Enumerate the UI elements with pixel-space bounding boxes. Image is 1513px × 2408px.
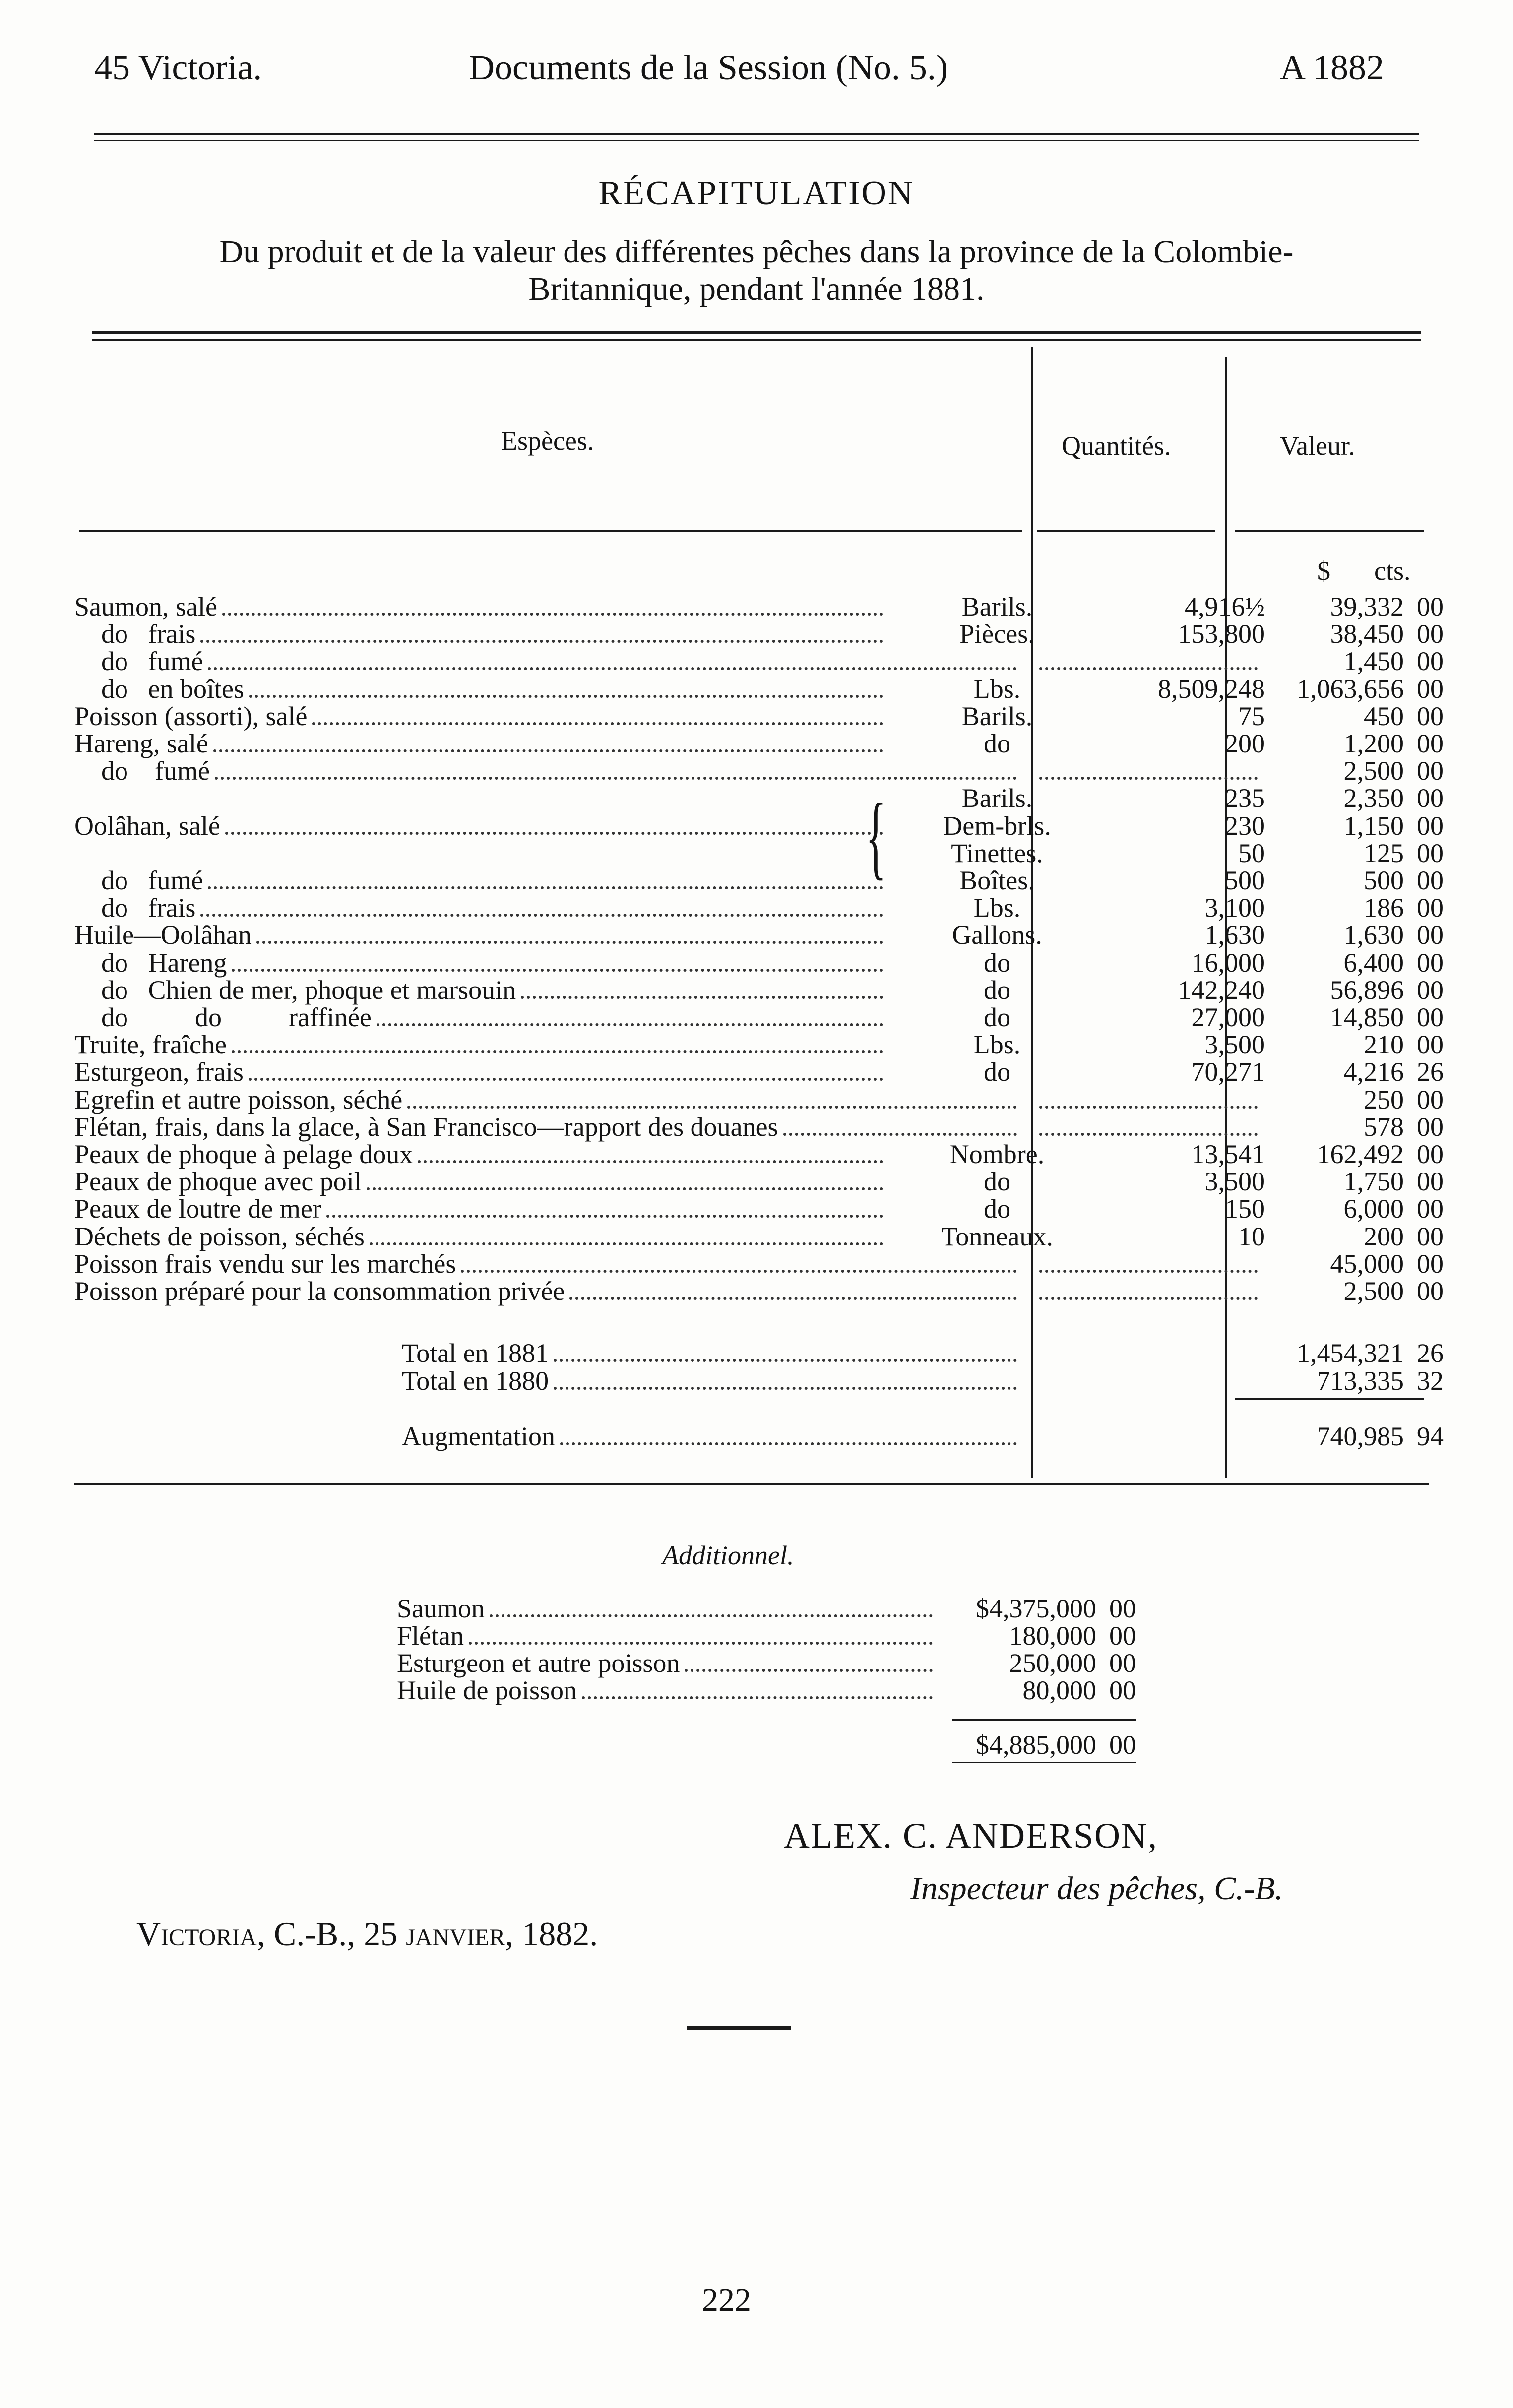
table-row bbox=[74, 893, 1444, 923]
row-label: do Chien de mer, phoque et marsouin bbox=[74, 975, 516, 1005]
row-label: Poisson préparé pour la consommation privée bbox=[74, 1276, 565, 1306]
row-dollars: 45,000 bbox=[1330, 1248, 1404, 1279]
leader-dots bbox=[461, 1270, 1017, 1273]
additionnel-cents: 00 bbox=[1109, 1594, 1136, 1623]
row-quantity: 50 bbox=[1238, 838, 1265, 868]
row-label: Huile—Oolâhan bbox=[74, 920, 252, 950]
leader-dots bbox=[685, 1669, 933, 1672]
row-dollars: 1,150 bbox=[1343, 810, 1404, 841]
table-row bbox=[74, 646, 1444, 677]
row-unit: do bbox=[984, 1002, 1010, 1032]
leader-dots bbox=[200, 640, 883, 643]
leader-dots bbox=[222, 613, 883, 616]
quantity-leader-dots bbox=[1039, 1133, 1258, 1136]
row-quantity: 1,630 bbox=[1204, 920, 1265, 950]
leader-dots bbox=[783, 1133, 1017, 1136]
row-label: Peaux de phoque à pelage doux bbox=[74, 1139, 413, 1169]
row-quantity: 8,509,248 bbox=[1158, 674, 1265, 704]
header-rule-top bbox=[94, 133, 1419, 135]
row-quantity: 13,541 bbox=[1191, 1139, 1265, 1169]
brace-oolahan: { bbox=[866, 785, 886, 889]
row-dollars: 56,896 bbox=[1330, 975, 1404, 1005]
row-label: do Hareng bbox=[74, 947, 227, 978]
additionnel-row bbox=[397, 1595, 1136, 1622]
table-row bbox=[74, 1030, 1444, 1060]
additionnel-heading: Additionnel. bbox=[662, 1541, 794, 1570]
row-cents: 00 bbox=[1417, 947, 1444, 978]
row-dollars: 14,850 bbox=[1330, 1002, 1404, 1032]
row-unit: do bbox=[984, 975, 1010, 1005]
row-cents: 00 bbox=[1417, 646, 1444, 677]
currency-cts: cts. bbox=[1374, 556, 1411, 586]
row-dollars: 1,200 bbox=[1343, 729, 1404, 758]
additionnel-total-cents: 00 bbox=[1109, 1730, 1136, 1760]
total-1880-label: Total en 1880 bbox=[402, 1366, 549, 1396]
row-cents: 00 bbox=[1417, 1002, 1444, 1032]
leader-dots bbox=[370, 1242, 883, 1245]
table-row bbox=[74, 1194, 1444, 1224]
additionnel-label: Flétan bbox=[397, 1621, 464, 1651]
row-dollars: 200 bbox=[1364, 1221, 1404, 1251]
row-label: Poisson (assorti), salé bbox=[74, 701, 308, 731]
row-label: do fumé bbox=[74, 756, 210, 786]
row-cents: 00 bbox=[1417, 1139, 1444, 1169]
additionnel-row bbox=[397, 1649, 1136, 1677]
row-dollars: 578 bbox=[1364, 1111, 1404, 1142]
total-1881-dollars: 1,454,321 bbox=[1297, 1338, 1404, 1368]
row-cents: 00 bbox=[1417, 756, 1444, 786]
row-dollars: 4,216 bbox=[1343, 1057, 1404, 1087]
col-header-especes: Espèces. bbox=[501, 426, 594, 456]
table-row bbox=[74, 1167, 1444, 1197]
row-label: do frais bbox=[74, 893, 196, 923]
additionnel-row bbox=[397, 1622, 1136, 1650]
table-row bbox=[74, 947, 1444, 978]
row-dollars: 2,500 bbox=[1343, 756, 1404, 786]
leader-dots bbox=[208, 667, 1017, 670]
row-dollars: 6,400 bbox=[1343, 947, 1404, 978]
total-1880-cents: 32 bbox=[1417, 1366, 1444, 1396]
row-dollars: 1,450 bbox=[1343, 646, 1404, 677]
table-row bbox=[74, 1084, 1444, 1114]
row-dollars: 1,063,656 bbox=[1297, 674, 1404, 704]
leader-dots bbox=[225, 832, 883, 835]
row-unit: Boîtes. bbox=[959, 865, 1035, 895]
place-date: Victoria, C.-B., 25 janvier, 1882. bbox=[136, 1915, 598, 1953]
row-quantity: 235 bbox=[1225, 783, 1265, 813]
table-row bbox=[74, 674, 1444, 704]
row-unit: do bbox=[984, 1057, 1010, 1087]
row-label: Peaux de phoque avec poil bbox=[74, 1167, 362, 1197]
row-unit: Lbs. bbox=[973, 1030, 1021, 1060]
additionnel-dollars: 250,000 bbox=[1009, 1648, 1096, 1678]
title-rule-thin bbox=[92, 339, 1421, 341]
row-quantity: 70,271 bbox=[1191, 1057, 1265, 1087]
row-unit: Tinettes. bbox=[951, 838, 1043, 868]
table-row bbox=[74, 1111, 1444, 1142]
table-row bbox=[74, 920, 1444, 950]
page-number: 222 bbox=[702, 2282, 751, 2318]
row-quantity: 27,000 bbox=[1191, 1002, 1265, 1032]
augmentation-cents: 94 bbox=[1417, 1421, 1444, 1451]
row-quantity: 4,916½ bbox=[1185, 592, 1265, 621]
header-right: A 1882 bbox=[1280, 48, 1385, 87]
table-row bbox=[74, 592, 1444, 621]
row-dollars: 39,332 bbox=[1330, 592, 1404, 621]
leader-dots bbox=[232, 1050, 883, 1053]
leader-dots bbox=[215, 777, 1017, 780]
col-header-valeur: Valeur. bbox=[1280, 431, 1355, 461]
row-unit: do bbox=[984, 1194, 1010, 1224]
table-row bbox=[74, 838, 1444, 868]
row-dollars: 125 bbox=[1364, 838, 1404, 868]
row-cents: 00 bbox=[1417, 865, 1444, 895]
leader-dots bbox=[582, 1696, 933, 1699]
row-label: Truite, fraîche bbox=[74, 1030, 227, 1060]
table-row bbox=[74, 619, 1444, 649]
row-unit: do bbox=[984, 947, 1010, 978]
table-row bbox=[74, 756, 1444, 786]
additionnel-cents: 00 bbox=[1109, 1648, 1136, 1678]
row-unit: Nombre. bbox=[949, 1139, 1045, 1169]
signature-title: Inspecteur des pêches, C.-B. bbox=[910, 1870, 1283, 1907]
signature-name: ALEX. C. ANDERSON, bbox=[784, 1816, 1158, 1855]
row-label: Hareng, salé bbox=[74, 729, 208, 758]
row-label: do fumé bbox=[74, 865, 203, 895]
row-quantity: 500 bbox=[1225, 865, 1265, 895]
leader-dots bbox=[569, 1297, 1017, 1300]
additionnel-dollars: 180,000 bbox=[1009, 1621, 1096, 1651]
leader-dots bbox=[213, 749, 883, 752]
row-label: do fumé bbox=[74, 646, 203, 677]
table-row bbox=[74, 1057, 1444, 1087]
leader-dots bbox=[326, 1215, 883, 1218]
row-dollars: 2,500 bbox=[1343, 1276, 1404, 1306]
row-quantity: 10 bbox=[1238, 1221, 1265, 1251]
total-1880-row bbox=[74, 1366, 1444, 1396]
row-dollars: 6,000 bbox=[1343, 1194, 1404, 1224]
row-cents: 00 bbox=[1417, 619, 1444, 649]
row-dollars: 38,450 bbox=[1330, 619, 1404, 649]
row-cents: 00 bbox=[1417, 1221, 1444, 1251]
table-row bbox=[74, 1248, 1444, 1279]
leader-dots bbox=[200, 914, 883, 917]
row-unit: Tonneaux. bbox=[941, 1221, 1053, 1251]
header-center: Documents de la Session (No. 5.) bbox=[469, 48, 948, 87]
row-label: Egrefin et autre poisson, séché bbox=[74, 1084, 403, 1114]
leader-dots bbox=[407, 1106, 1017, 1109]
row-label: do frais bbox=[74, 619, 196, 649]
col-header-quantites: Quantités. bbox=[1062, 431, 1171, 461]
row-label: Peaux de loutre de mer bbox=[74, 1194, 321, 1224]
row-quantity: 230 bbox=[1225, 810, 1265, 841]
row-cents: 00 bbox=[1417, 783, 1444, 813]
currency-dollar: $ bbox=[1317, 556, 1330, 586]
additionnel-total-dollars: $4,885,000 bbox=[976, 1730, 1096, 1760]
row-cents: 00 bbox=[1417, 920, 1444, 950]
additionnel-dollars: $4,375,000 bbox=[976, 1594, 1096, 1623]
row-dollars: 2,350 bbox=[1343, 783, 1404, 813]
additionnel-cents: 00 bbox=[1109, 1621, 1136, 1651]
row-dollars: 450 bbox=[1364, 701, 1404, 731]
row-cents: 00 bbox=[1417, 1167, 1444, 1197]
leader-dots bbox=[367, 1187, 883, 1190]
table-row bbox=[74, 1221, 1444, 1251]
row-quantity: 150 bbox=[1225, 1194, 1265, 1224]
leader-dots bbox=[521, 996, 883, 999]
leader-dots bbox=[490, 1614, 933, 1617]
row-quantity: 3,500 bbox=[1204, 1030, 1265, 1060]
quantity-leader-dots bbox=[1039, 1297, 1258, 1300]
row-dollars: 1,630 bbox=[1343, 920, 1404, 950]
augmentation-dollars: 740,985 bbox=[1317, 1421, 1404, 1451]
row-label: do do raffinée bbox=[74, 1002, 372, 1032]
additionnel-cents: 00 bbox=[1109, 1675, 1136, 1705]
row-cents: 00 bbox=[1417, 701, 1444, 731]
row-label: Esturgeon, frais bbox=[74, 1057, 244, 1087]
leader-dots bbox=[554, 1359, 1017, 1362]
leader-dots bbox=[469, 1642, 933, 1645]
row-cents: 00 bbox=[1417, 1030, 1444, 1060]
row-cents: 00 bbox=[1417, 1276, 1444, 1306]
row-unit: Dem-brls. bbox=[943, 810, 1051, 841]
subtitle-line2: Britannique, pendant l'année 1881. bbox=[528, 271, 985, 307]
row-cents: 00 bbox=[1417, 674, 1444, 704]
table-row bbox=[74, 729, 1444, 758]
table-row bbox=[74, 1002, 1444, 1032]
row-label: Poisson frais vendu sur les marchés bbox=[74, 1248, 456, 1279]
row-cents: 00 bbox=[1417, 1111, 1444, 1142]
row-quantity: 153,800 bbox=[1178, 619, 1265, 649]
quantity-leader-dots bbox=[1039, 1106, 1258, 1109]
page-title: RÉCAPITULATION bbox=[598, 174, 915, 212]
quantity-leader-dots bbox=[1039, 1270, 1258, 1273]
row-quantity: 3,100 bbox=[1204, 893, 1265, 923]
row-quantity: 3,500 bbox=[1204, 1167, 1265, 1197]
row-label: Flétan, frais, dans la glace, à San Francisco—rapport des douanes bbox=[74, 1111, 778, 1142]
leader-dots bbox=[256, 941, 883, 944]
row-label: Déchets de poisson, séchés bbox=[74, 1221, 365, 1251]
row-unit: Gallons. bbox=[952, 920, 1042, 950]
additionnel-dollars: 80,000 bbox=[1022, 1675, 1096, 1705]
row-unit: Lbs. bbox=[973, 674, 1021, 704]
row-unit: do bbox=[984, 729, 1010, 758]
table-row bbox=[74, 1276, 1444, 1306]
header-left: 45 Victoria. bbox=[94, 48, 262, 87]
row-unit: Barils. bbox=[961, 701, 1033, 731]
additionnel-rule bbox=[952, 1719, 1136, 1721]
totals-rule bbox=[1235, 1398, 1424, 1400]
augmentation-label: Augmentation bbox=[402, 1421, 555, 1451]
row-cents: 00 bbox=[1417, 1084, 1444, 1114]
table-row bbox=[74, 701, 1444, 731]
row-quantity: 16,000 bbox=[1191, 947, 1265, 978]
row-dollars: 500 bbox=[1364, 865, 1404, 895]
row-unit: Lbs. bbox=[973, 893, 1021, 923]
quantity-leader-dots bbox=[1039, 777, 1258, 780]
total-1881-label: Total en 1881 bbox=[402, 1338, 549, 1368]
row-dollars: 210 bbox=[1364, 1030, 1404, 1060]
row-unit: do bbox=[984, 1167, 1010, 1197]
additionnel-label: Huile de poisson bbox=[397, 1675, 577, 1705]
leader-dots bbox=[554, 1387, 1017, 1390]
row-cents: 00 bbox=[1417, 838, 1444, 868]
additionnel-label: Esturgeon et autre poisson bbox=[397, 1648, 680, 1678]
title-rule-thick bbox=[92, 331, 1421, 334]
table-row bbox=[74, 865, 1444, 895]
additionnel-total-underline bbox=[952, 1762, 1136, 1763]
row-unit: Barils. bbox=[961, 592, 1033, 621]
leader-dots bbox=[377, 1023, 883, 1026]
table-header-rule-3 bbox=[1235, 530, 1424, 532]
table-bottom-rule bbox=[74, 1483, 1429, 1485]
total-1881-row bbox=[74, 1338, 1444, 1368]
row-unit: Pièces. bbox=[959, 619, 1035, 649]
table-header-rule-1 bbox=[79, 530, 1022, 532]
row-label: Saumon, salé bbox=[74, 592, 217, 621]
row-dollars: 186 bbox=[1364, 893, 1404, 923]
table-row bbox=[74, 975, 1444, 1005]
additionnel-row bbox=[397, 1676, 1136, 1704]
row-cents: 00 bbox=[1417, 729, 1444, 758]
leader-dots bbox=[418, 1160, 883, 1163]
row-cents: 00 bbox=[1417, 1194, 1444, 1224]
row-quantity: 200 bbox=[1225, 729, 1265, 758]
row-cents: 26 bbox=[1417, 1057, 1444, 1087]
row-cents: 00 bbox=[1417, 893, 1444, 923]
leader-dots bbox=[560, 1442, 1017, 1445]
total-1880-dollars: 713,335 bbox=[1317, 1366, 1404, 1396]
row-dollars: 162,492 bbox=[1317, 1139, 1404, 1169]
row-cents: 00 bbox=[1417, 592, 1444, 621]
row-dollars: 1,750 bbox=[1343, 1167, 1404, 1197]
row-label: do en boîtes bbox=[74, 674, 244, 704]
leader-dots bbox=[312, 722, 883, 725]
table-row bbox=[74, 1139, 1444, 1169]
row-cents: 00 bbox=[1417, 810, 1444, 841]
leader-dots bbox=[232, 969, 883, 972]
additionnel-label: Saumon bbox=[397, 1594, 485, 1623]
row-quantity: 75 bbox=[1238, 701, 1265, 731]
row-quantity: 142,240 bbox=[1178, 975, 1265, 1005]
leader-dots bbox=[249, 1078, 883, 1081]
row-dollars: 250 bbox=[1364, 1084, 1404, 1114]
table-row bbox=[74, 810, 1444, 841]
leader-dots bbox=[208, 886, 883, 889]
row-cents: 00 bbox=[1417, 975, 1444, 1005]
subtitle-line1: Du produit et de la valeur des différentes pêches dans la province de la Colombie- bbox=[219, 234, 1294, 270]
row-unit: Barils. bbox=[961, 783, 1033, 813]
row-cents: 00 bbox=[1417, 1248, 1444, 1279]
header-rule-bottom bbox=[94, 140, 1419, 141]
quantity-leader-dots bbox=[1039, 667, 1258, 670]
row-label: Oolâhan, salé bbox=[74, 810, 220, 841]
end-dash bbox=[687, 2026, 791, 2030]
total-1881-cents: 26 bbox=[1417, 1338, 1444, 1368]
additionnel-total bbox=[957, 1731, 1136, 1759]
table-header-rule-2 bbox=[1037, 530, 1215, 532]
table-row bbox=[74, 783, 1444, 813]
augmentation-row bbox=[74, 1421, 1444, 1451]
leader-dots bbox=[249, 695, 883, 698]
